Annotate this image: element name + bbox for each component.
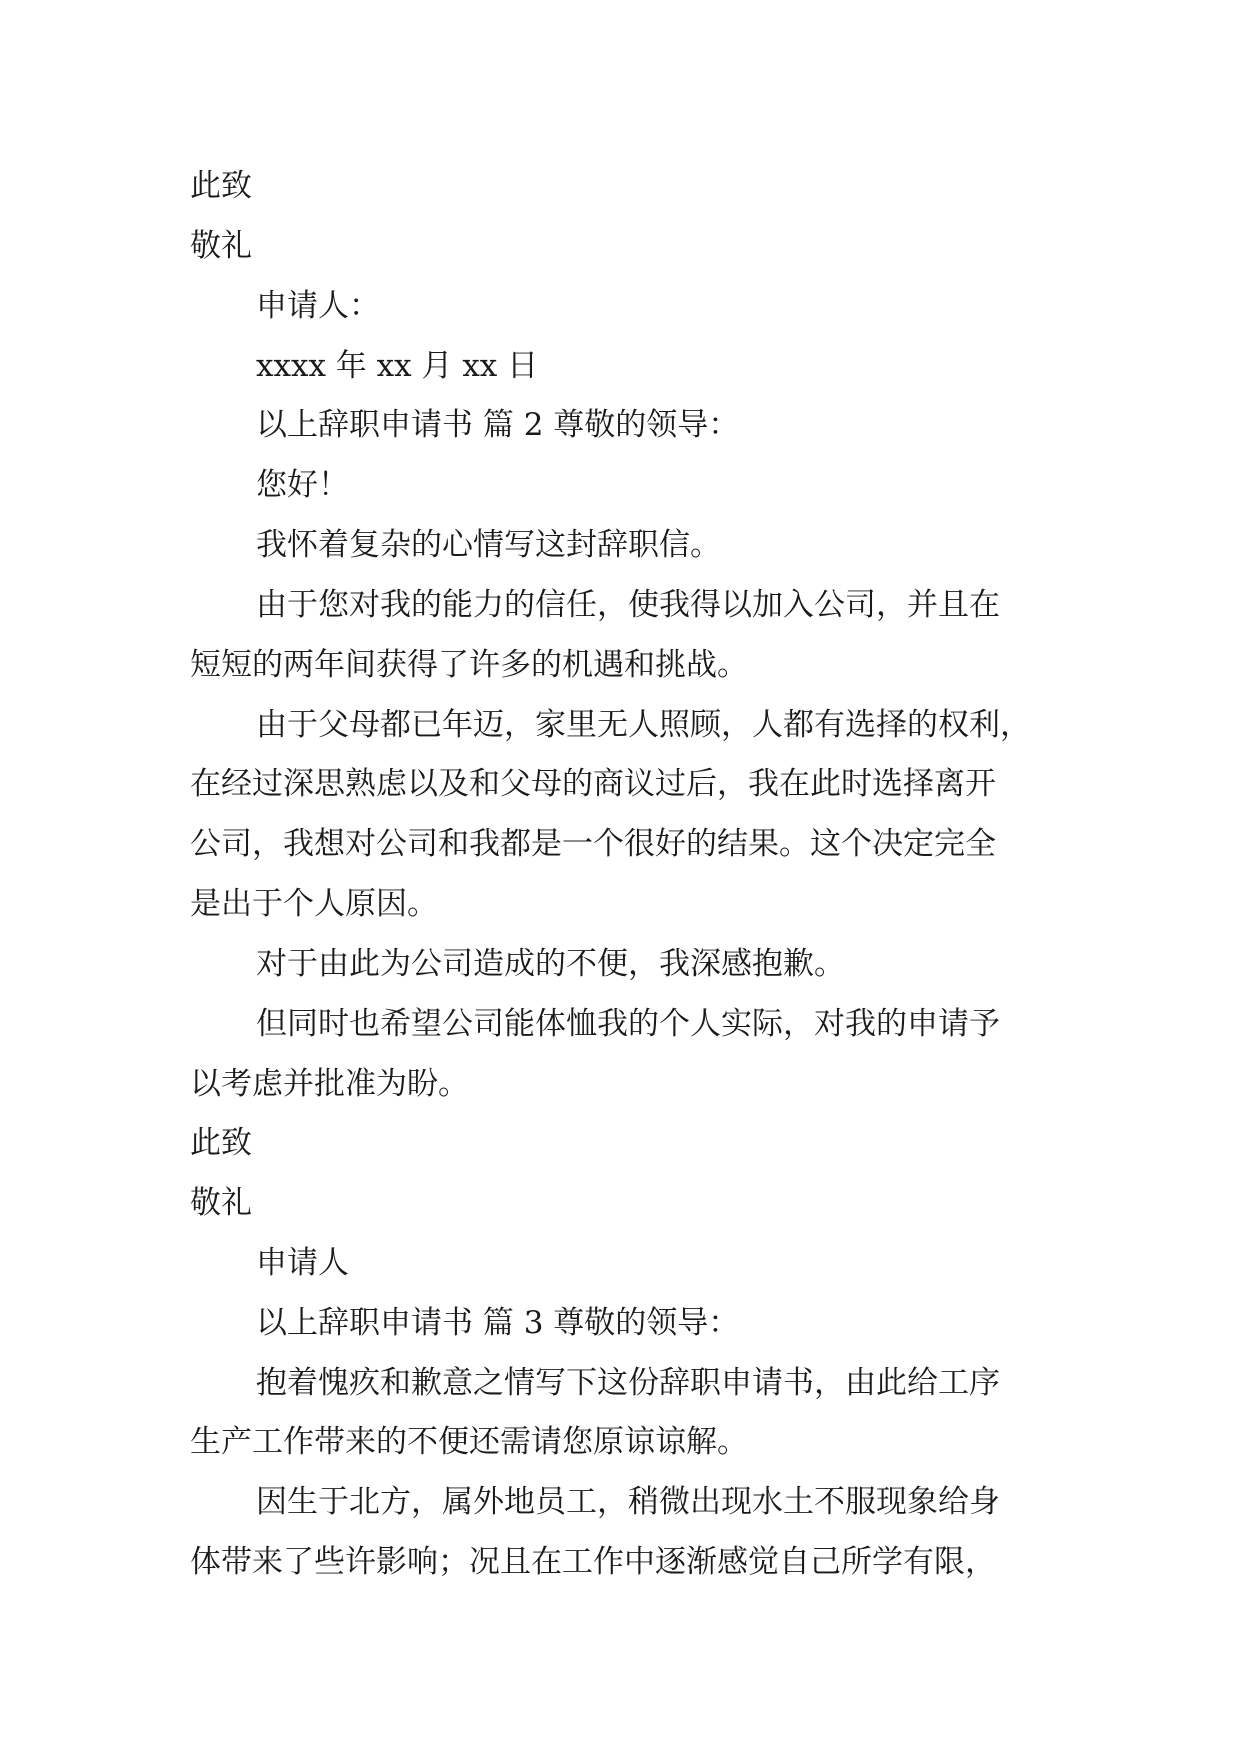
paragraph-line: 我怀着复杂的心情写这封辞职信。 — [256, 527, 721, 563]
section-3-heading: 以上辞职申请书 篇 3 尊敬的领导： — [256, 1305, 740, 1341]
paragraph-line: 对于由此为公司造成的不便，我深感抱歉。 — [256, 946, 845, 982]
applicant-label-1: 申请人： — [256, 288, 380, 324]
paragraph-line: 体带来了些许影响；况且在工作中逐渐感觉自己所学有限， — [190, 1544, 996, 1580]
paragraph-line: 因生于北方，属外地员工，稍微出现水土不服现象给身 — [256, 1484, 1000, 1520]
greeting: 您好！ — [256, 467, 349, 503]
applicant-label-2: 申请人 — [256, 1245, 349, 1281]
paragraph-line: 以考虑并批准为盼。 — [190, 1066, 469, 1102]
paragraph-line: 生产工作带来的不便还需请您原谅谅解。 — [190, 1424, 748, 1460]
closing-jingli-2: 敬礼 — [190, 1185, 252, 1221]
section-2-heading: 以上辞职申请书 篇 2 尊敬的领导： — [256, 407, 740, 443]
paragraph-line: 由于您对我的能力的信任，使我得以加入公司，并且在 — [256, 587, 1000, 623]
date-line: xxxx 年 xx 月 xx 日 — [256, 348, 539, 384]
paragraph-line: 由于父母都已年迈，家里无人照顾，人都有选择的权利， — [256, 707, 1031, 743]
paragraph-line: 是出于个人原因。 — [190, 886, 438, 922]
closing-cizhi-2: 此致 — [190, 1125, 252, 1161]
paragraph-line: 但同时也希望公司能体恤我的个人实际，对我的申请予 — [256, 1006, 1000, 1042]
closing-cizhi-1: 此致 — [190, 168, 252, 204]
paragraph-line: 公司，我想对公司和我都是一个很好的结果。这个决定完全 — [190, 826, 996, 862]
paragraph-line: 抱着愧疚和歉意之情写下这份辞职申请书，由此给工序 — [256, 1365, 1000, 1401]
paragraph-line: 在经过深思熟虑以及和父母的商议过后，我在此时选择离开 — [190, 766, 996, 802]
closing-jingli-1: 敬礼 — [190, 228, 252, 264]
paragraph-line: 短短的两年间获得了许多的机遇和挑战。 — [190, 647, 748, 683]
